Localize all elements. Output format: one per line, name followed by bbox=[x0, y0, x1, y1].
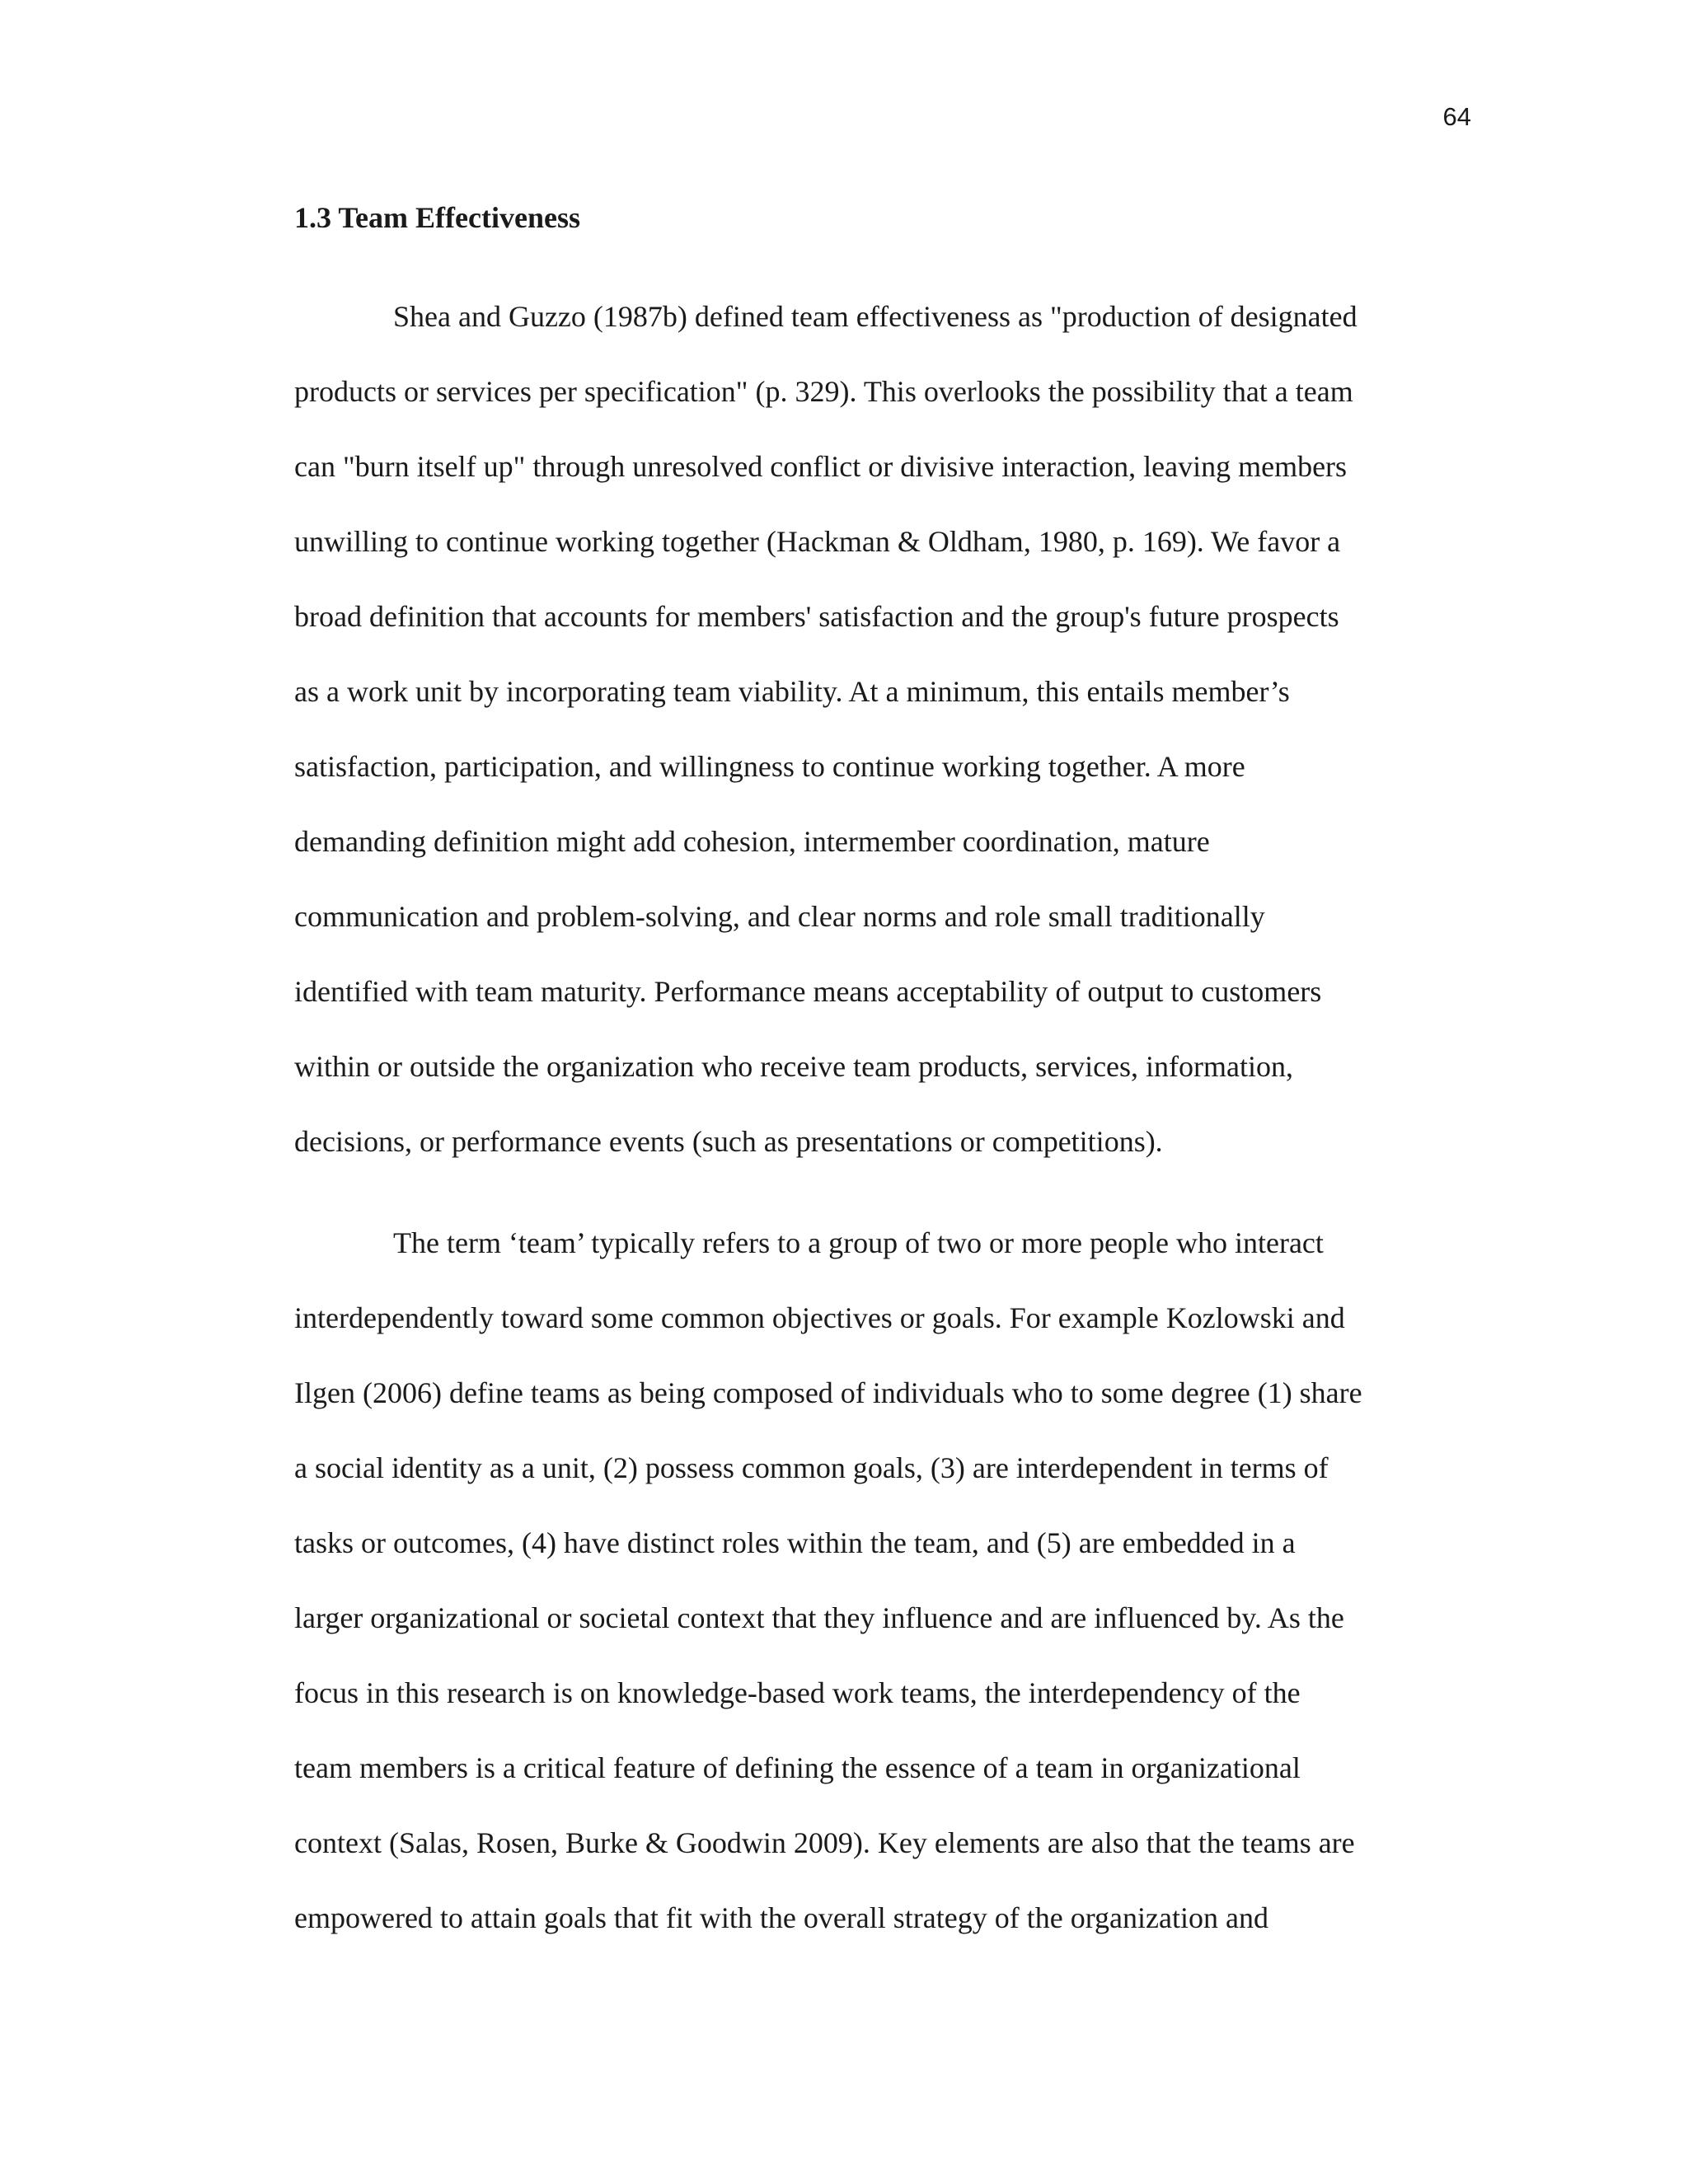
paragraph-1-line: communication and problem-solving, and clear norms and role small traditionally bbox=[294, 900, 1265, 933]
paragraph-2-line: interdependently toward some common objectives or goals. For example Kozlowski and bbox=[294, 1301, 1345, 1334]
paragraph-1 bbox=[294, 279, 1468, 1179]
paragraph-1-line: demanding definition might add cohesion, intermember coordination, mature bbox=[294, 825, 1210, 858]
paragraph-1-line: can "burn itself up" through unresolved conflict or divisive interaction, leaving members bbox=[294, 450, 1348, 483]
paragraph-2-line: larger organizational or societal context that they influence and are influenced by. As the bbox=[294, 1601, 1344, 1634]
paragraph-1-line: decisions, or performance events (such as presentations or competitions). bbox=[294, 1125, 1163, 1158]
paragraph-2 bbox=[294, 1206, 1468, 1956]
paragraph-1-line: satisfaction, participation, and willingness to continue working together. A more bbox=[294, 750, 1245, 783]
section-heading: 1.3 Team Effectiveness bbox=[294, 201, 580, 234]
paragraph-2-line: The term ‘team’ typically refers to a group of two or more people who interact bbox=[393, 1226, 1324, 1259]
paragraph-1-line: products or services per specification" (p. 329). This overlooks the possibility that a team bbox=[294, 375, 1353, 408]
paragraph-1-line: unwilling to continue working together (Hackman & Oldham, 1980, p. 169). We favor a bbox=[294, 525, 1341, 558]
paragraph-1-line: within or outside the organization who receive team products, services, information, bbox=[294, 1050, 1293, 1083]
paragraph-2-line: Ilgen (2006) define teams as being composed of individuals who to some degree (1) share bbox=[294, 1376, 1362, 1409]
paragraph-1-line: broad definition that accounts for members' satisfaction and the group's future prospects bbox=[294, 600, 1339, 633]
paragraph-2-line: team members is a critical feature of defining the essence of a team in organizational bbox=[294, 1751, 1301, 1784]
paragraph-1-line: as a work unit by incorporating team viability. At a minimum, this entails member’s bbox=[294, 675, 1290, 708]
page-number: 64 bbox=[1442, 102, 1471, 131]
paragraph-2-line: focus in this research is on knowledge-based work teams, the interdependency of the bbox=[294, 1676, 1301, 1709]
paragraph-2-line: context (Salas, Rosen, Burke & Goodwin 2009). Key elements are also that the teams are bbox=[294, 1826, 1355, 1859]
paragraph-1-line: Shea and Guzzo (1987b) defined team effectiveness as "production of designated bbox=[393, 300, 1357, 333]
paragraph-2-line: empowered to attain goals that fit with the overall strategy of the organization and bbox=[294, 1901, 1268, 1934]
paragraph-1-line: identified with team maturity. Performance means acceptability of output to customers bbox=[294, 975, 1322, 1008]
paragraph-2-line: tasks or outcomes, (4) have distinct roles within the team, and (5) are embedded in a bbox=[294, 1526, 1296, 1559]
paragraph-2-line: a social identity as a unit, (2) possess common goals, (3) are interdependent in terms of bbox=[294, 1451, 1329, 1484]
